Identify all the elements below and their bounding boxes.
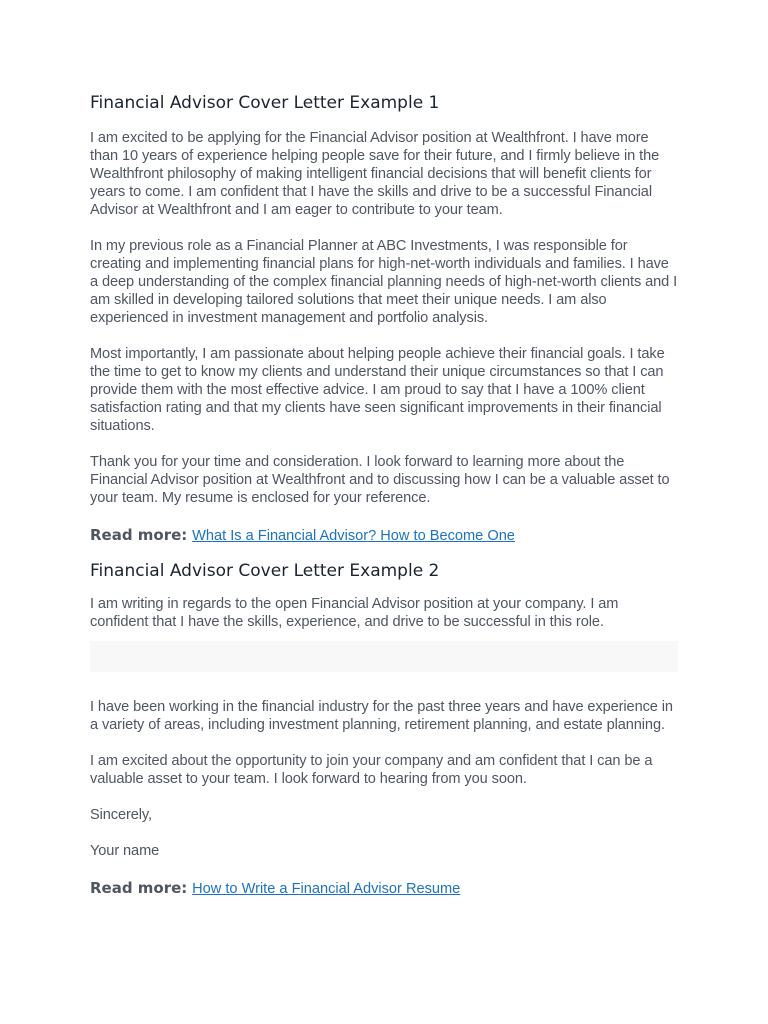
read-more-link-financial-advisor[interactable]: What Is a Financial Advisor? How to Become One — [192, 528, 515, 544]
example-2-heading: Financial Advisor Cover Letter Example 2 — [90, 561, 440, 581]
example-2-paragraph: I am excited about the opportunity to join your company and am confident that I can be a valuable asset to your team. I look forward to hearing from you soon. — [90, 753, 653, 787]
read-more-link-resume[interactable]: How to Write a Financial Advisor Resume — [192, 881, 461, 897]
article-body — [90, 91, 680, 899]
example-1-paragraph: Thank you for your time and consideration. I look forward to learning more about the Financial Advisor position at Wealthfront and to discussing how I can be a valuable asset to your team. My resume is enclosed for your reference. — [90, 454, 670, 506]
example-2-closing: Sincerely, — [90, 807, 152, 823]
ad-placeholder — [90, 641, 678, 672]
example-1-paragraph: In my previous role as a Financial Planner at ABC Investments, I was responsible for creating and implementing financial plans for high-net-worth individuals and families. I have a deep understanding of the complex financial planning needs of high-net-worth clients and I am skilled in developing tailored solutions that meet their unique needs. I am also experienced in investment management and portfolio analysis. — [90, 238, 678, 326]
example-2-intro: I am writing in regards to the open Financial Advisor position at your company. I am confident that I have the skills, experience, and drive to be successful in this role. — [90, 596, 619, 630]
example-1-paragraph: Most importantly, I am passionate about helping people achieve their financial goals. I take the time to get to know my clients and understand their unique circumstances so that I can provide them with the most effective advice. I am proud to say that I have a 100% client satisfaction rating and that my clients have seen significant improvements in their financial situations. — [90, 346, 665, 434]
read-more-1 — [90, 525, 680, 546]
example-1-heading: Financial Advisor Cover Letter Example 1 — [90, 93, 440, 113]
example-1-paragraph: I am excited to be applying for the Financial Advisor position at Wealthfront. I have more than 10 years of experience helping people save for their future, and I firmly believe in the Wealthfront philosophy of making intelligent financial decisions that will benefit clients for years to come. I am confident that I have the skills and drive to be a successful Financial Advisor at Wealthfront and I am eager to contribute to your team. — [90, 130, 660, 218]
example-2-paragraph: I have been working in the financial industry for the past three years and have experience in a variety of areas, including investment planning, retirement planning, and estate planning. — [90, 699, 673, 733]
read-more-2 — [90, 878, 680, 899]
read-more-label: Read more: — [90, 879, 188, 897]
read-more-label: Read more: — [90, 526, 188, 544]
example-2-signature: Your name — [90, 843, 160, 859]
